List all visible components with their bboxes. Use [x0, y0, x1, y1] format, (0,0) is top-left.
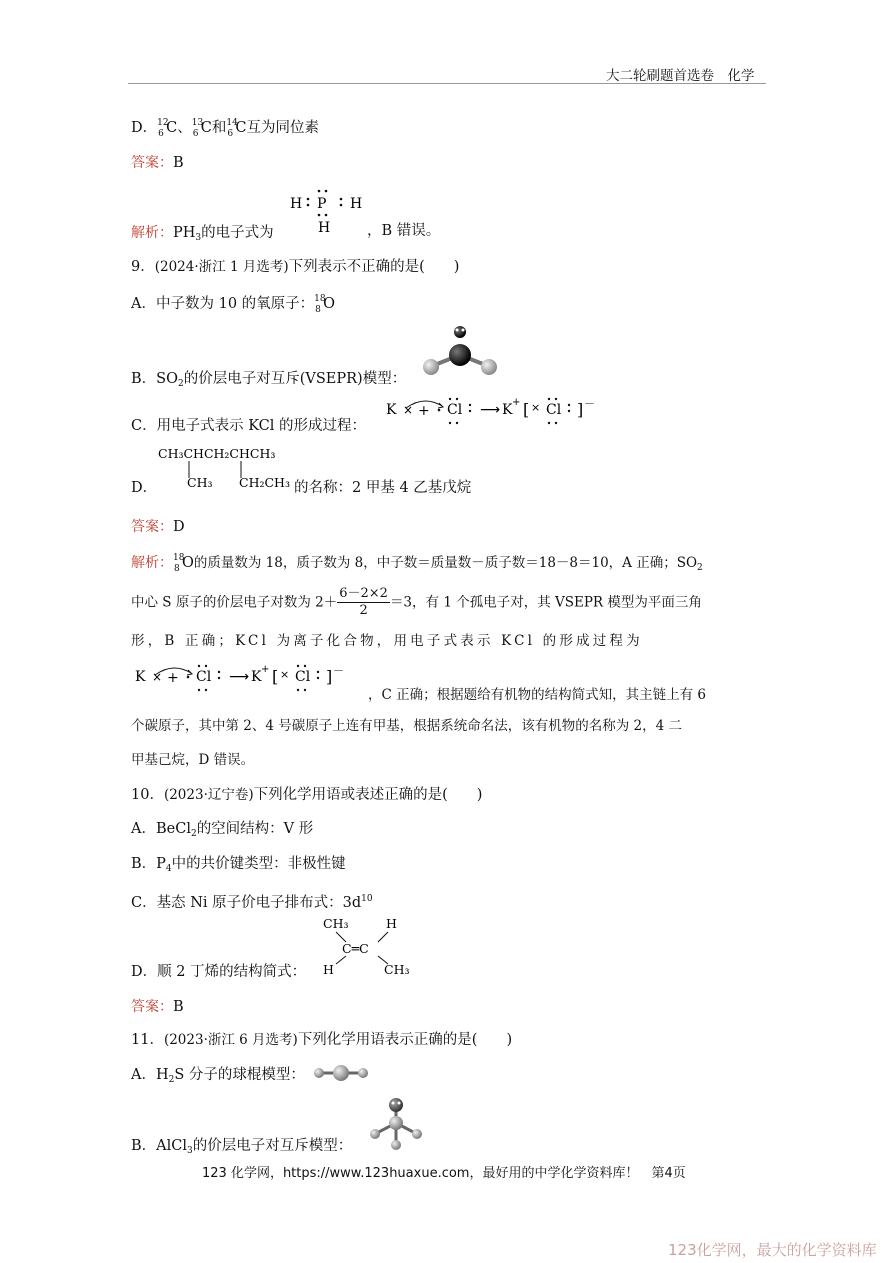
- svg-text:+: +: [512, 397, 521, 408]
- q8-analysis: 解析：$PH_3$的电子式为: [131, 225, 274, 243]
- q9-analysis-line4: ，C 正确；根据题给有机物的结构简式知，其主链上有 6: [368, 687, 707, 703]
- svg-text:H: H: [386, 916, 397, 931]
- q9-option-b: B．$SO_2$的价层电子对互斥(VSEPR)模型：: [131, 371, 407, 389]
- svg-text:H: H: [350, 196, 363, 212]
- q10-stem: 10．(2023·辽宁卷)下列化学用语或表述正确的是( ): [131, 787, 483, 803]
- cis-2-butene-structure: [318, 914, 418, 978]
- ph3-dots-svg: [288, 188, 368, 234]
- svg-text:CH₃: CH₃: [323, 916, 349, 931]
- svg-text:P: P: [317, 196, 327, 212]
- svg-text:H: H: [290, 196, 303, 212]
- svg-text:⟶: ⟶: [229, 669, 250, 685]
- svg-text:K: K: [502, 402, 513, 418]
- q9-d-structure: [158, 445, 298, 491]
- svg-text:－: －: [333, 664, 344, 677]
- q9-analysis-line2: 中心 S 原子的价层电子对数为 2＋ $\frac{6-2\times 2}{2}$ ＝3，有 1 个孤电子对，其 VSEPR 模型为平面三角: [131, 586, 702, 618]
- header-title: 大二轮刷题首选卷 化学: [606, 68, 755, 84]
- svg-text:H: H: [318, 220, 331, 234]
- page-footer: 123 化学网，https://www.123huaxue.com，最好用的中学化学资料库！ 第4页: [202, 1166, 686, 1181]
- svg-text:×: ×: [531, 401, 541, 414]
- q8-analysis-tail: ，B 错误。: [367, 223, 441, 239]
- ph3-electron-formula: [288, 188, 368, 234]
- q9-option-d-label: D．: [131, 480, 158, 496]
- alcl3-vsepr-model: [366, 1095, 426, 1153]
- svg-text:Cl: Cl: [196, 669, 212, 685]
- svg-text:CH₂CH₃: CH₂CH₃: [239, 475, 290, 490]
- svg-text:CH₃: CH₃: [384, 962, 410, 977]
- kcl-formation-eq-c: [384, 393, 624, 429]
- q8-answer: 答案：B: [131, 155, 184, 171]
- so2-vsepr-model: [418, 323, 498, 379]
- svg-text:K: K: [251, 669, 262, 685]
- q9-analysis-line1: 解析： 18 8 O的质量数为 18，质子数为 8，中子数＝质量数－质子数＝18－8＝10，A 正确；$SO_2$: [131, 553, 703, 574]
- q9-answer: 答案：D: [131, 519, 185, 535]
- svg-text:×: ×: [280, 668, 290, 681]
- q9-analysis-line5: 个碳原子，其中第 2、4 号碳原子上连有甲基，根据系统命名法，该有机物的名称为 2，4 二: [131, 718, 683, 734]
- svg-text:[: [: [272, 667, 279, 686]
- svg-text:Cl: Cl: [447, 402, 463, 418]
- svg-text:K: K: [135, 669, 146, 685]
- svg-text:K: K: [386, 402, 397, 418]
- svg-text:Cl: Cl: [295, 669, 311, 685]
- svg-text:C═C: C═C: [342, 941, 369, 956]
- svg-text:⟶: ⟶: [480, 402, 501, 418]
- q9-analysis-line3: 形，B 正确；KCl 为离子化合物，用电子式表示 KCl 的形成过程为: [131, 633, 643, 649]
- h2s-ball-stick-model: [311, 1062, 371, 1084]
- svg-text:]: ]: [577, 400, 584, 419]
- q9-analysis-line6: 甲基己烷，D 错误。: [131, 752, 255, 768]
- q11-option-a: A．$H_2S$ 分子的球棍模型：: [131, 1067, 305, 1085]
- q9-option-a: A．中子数为 10 的氧原子： 18 8 O: [131, 294, 336, 315]
- watermark: 123化学网，最大的化学资料库: [668, 1241, 877, 1259]
- svg-text:×: ×: [403, 403, 414, 417]
- header-rule: [128, 83, 766, 84]
- svg-text:[: [: [523, 400, 530, 419]
- svg-text:]: ]: [326, 667, 333, 686]
- q11-option-b: B．AlCl$_3$的价层电子对互斥模型：: [131, 1138, 353, 1156]
- svg-text:+: +: [261, 664, 270, 675]
- q10-option-a: A．BeCl$_2$的空间结构：V 形: [131, 821, 314, 839]
- svg-text:+: +: [418, 403, 430, 419]
- q10-option-b: B．$P_4$中的共价键类型：非极性键: [131, 856, 346, 874]
- svg-text:+: +: [167, 670, 179, 686]
- svg-text:×: ×: [152, 670, 163, 684]
- q9-option-c: C．用电子式表示 KCl 的形成过程：: [131, 418, 367, 434]
- q10-option-c: C．基态 Ni 原子价电子排布式：$3d^{10}$: [131, 894, 373, 911]
- q11-stem: 11．(2023·浙江 6 月选考)下列化学用语表示正确的是( ): [131, 1032, 513, 1048]
- q8-option-d: D． 12 6 C、 13 6 C和 14 6 C互为同位素: [131, 118, 319, 139]
- svg-text:－: －: [584, 397, 595, 410]
- q9-option-d-text: 的名称：2 甲基 4 乙基戊烷: [294, 480, 472, 496]
- svg-text:CH₃: CH₃: [187, 475, 213, 490]
- q10-option-d: D．顺 2 丁烯的结构简式：: [131, 964, 307, 980]
- svg-text:Cl: Cl: [546, 402, 562, 418]
- svg-text:H: H: [323, 962, 334, 977]
- q10-answer: 答案：B: [131, 999, 184, 1015]
- svg-text:CH₃CHCH₂CHCH₃: CH₃CHCH₂CHCH₃: [158, 446, 276, 461]
- q9-stem: 9．(2024·浙江 1 月选考)下列表示不正确的是( ): [131, 259, 460, 275]
- kcl-formation-eq-analysis: [133, 660, 373, 696]
